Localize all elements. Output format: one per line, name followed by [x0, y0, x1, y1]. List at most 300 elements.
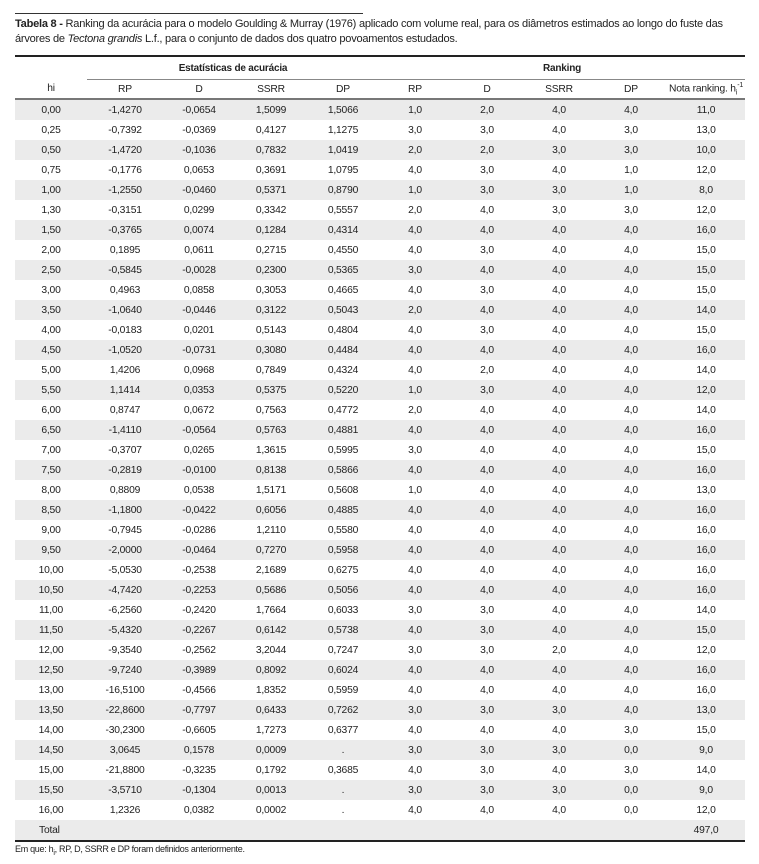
table-cell: -0,2253 — [163, 580, 235, 600]
table-row — [15, 260, 745, 280]
table-cell: 3,0 — [379, 440, 451, 460]
table-cell: 0,1895 — [87, 240, 163, 260]
table-cell: 4,0 — [595, 640, 667, 660]
table-cell: -0,0100 — [163, 460, 235, 480]
table-cell: 3,0 — [451, 120, 523, 140]
group-header-row — [15, 56, 745, 80]
table-cell: 4,0 — [523, 560, 595, 580]
table-cell: 1,7664 — [235, 600, 307, 620]
table-cell: 2,0 — [451, 99, 523, 120]
table-cell: 2,0 — [379, 400, 451, 420]
table-cell: 4,0 — [523, 680, 595, 700]
table-cell: 15,0 — [667, 240, 745, 260]
table-cell: 0,50 — [15, 140, 87, 160]
table-cell: 4,50 — [15, 340, 87, 360]
table-row — [15, 760, 745, 780]
table-cell: 4,0 — [523, 660, 595, 680]
table-cell: 0,7262 — [307, 700, 379, 720]
table-cell: 4,0 — [379, 720, 451, 740]
table-cell: 4,0 — [523, 460, 595, 480]
table-row — [15, 340, 745, 360]
table-cell: -1,2550 — [87, 180, 163, 200]
table-cell: 4,0 — [379, 360, 451, 380]
table-cell: 0,5220 — [307, 380, 379, 400]
table-cell: 8,00 — [15, 480, 87, 500]
table-row — [15, 160, 745, 180]
table-cell: 4,0 — [595, 260, 667, 280]
column-header-subscript: i — [735, 89, 738, 97]
table-cell: -6,2560 — [87, 600, 163, 620]
table-cell: 0,4665 — [307, 280, 379, 300]
table-cell: 1,00 — [15, 180, 87, 200]
table-cell: 4,0 — [379, 580, 451, 600]
table-cell: 3,0 — [379, 740, 451, 760]
group-header-ranking: Ranking — [379, 56, 745, 80]
table-cell: 1,5066 — [307, 99, 379, 120]
table-cell: 12,0 — [667, 640, 745, 660]
table-cell: 4,0 — [523, 99, 595, 120]
table-row — [15, 540, 745, 560]
group-header-statistics: Estatísticas de acurácia — [87, 56, 379, 80]
table-cell: 16,0 — [667, 460, 745, 480]
table-cell: -1,4270 — [87, 99, 163, 120]
table-cell: 0,5043 — [307, 300, 379, 320]
table-cell: 12,0 — [667, 380, 745, 400]
table-cell: 0,75 — [15, 160, 87, 180]
table-row — [15, 280, 745, 300]
table-cell: 0,6024 — [307, 660, 379, 680]
column-header-label: hi — [47, 83, 55, 95]
table-cell: 4,0 — [523, 260, 595, 280]
column-header-4 — [307, 80, 379, 100]
total-empty-cell — [163, 820, 235, 841]
table-cell: 15,00 — [15, 760, 87, 780]
table-row — [15, 520, 745, 540]
table-cell: 4,0 — [595, 380, 667, 400]
table-cell: -1,0640 — [87, 300, 163, 320]
table-cell: 0,0 — [595, 740, 667, 760]
table-caption — [15, 17, 723, 47]
table-cell: 2,00 — [15, 240, 87, 260]
table-cell: -0,2267 — [163, 620, 235, 640]
table-cell: 4,0 — [595, 660, 667, 680]
table-cell: 0,4772 — [307, 400, 379, 420]
table-cell: 4,0 — [523, 420, 595, 440]
table-cell: 1,0419 — [307, 140, 379, 160]
table-cell: 4,0 — [379, 540, 451, 560]
table-cell: 2,0 — [379, 300, 451, 320]
table-cell: 4,0 — [451, 520, 523, 540]
table-cell: -0,0286 — [163, 520, 235, 540]
column-header-2 — [163, 80, 235, 100]
table-cell: 3,0 — [379, 120, 451, 140]
table-cell: 0,4885 — [307, 500, 379, 520]
column-header-label: DP — [336, 83, 350, 95]
table-cell: 4,0 — [379, 500, 451, 520]
table-cell: 1,0 — [379, 480, 451, 500]
table-cell: 4,0 — [379, 240, 451, 260]
table-cell: 4,0 — [523, 160, 595, 180]
table-cell: -0,0369 — [163, 120, 235, 140]
table-cell: 14,0 — [667, 300, 745, 320]
table-cell: 0,1284 — [235, 220, 307, 240]
table-cell: 4,0 — [595, 460, 667, 480]
table-cell: 4,0 — [595, 480, 667, 500]
table-row — [15, 560, 745, 580]
table-row — [15, 500, 745, 520]
group-header-empty — [15, 56, 87, 80]
table-cell: 0,5958 — [307, 540, 379, 560]
table-cell: 4,0 — [595, 700, 667, 720]
column-header-5 — [379, 80, 451, 100]
table-cell: 12,0 — [667, 800, 745, 820]
table-cell: 13,50 — [15, 700, 87, 720]
table-cell: 4,0 — [523, 120, 595, 140]
table-cell: -0,7945 — [87, 520, 163, 540]
table-cell: 4,0 — [523, 540, 595, 560]
table-cell: 4,0 — [451, 220, 523, 240]
total-empty-cell — [379, 820, 451, 841]
table-cell: 16,0 — [667, 560, 745, 580]
table-cell: 3,0 — [523, 140, 595, 160]
table-cell: 9,00 — [15, 520, 87, 540]
table-cell: 9,0 — [667, 740, 745, 760]
table-row — [15, 720, 745, 740]
table-cell: -0,0460 — [163, 180, 235, 200]
table-cell: 3,0 — [379, 640, 451, 660]
table-cell: 0,6377 — [307, 720, 379, 740]
table-cell: 0,5608 — [307, 480, 379, 500]
table-cell: -2,0000 — [87, 540, 163, 560]
table-cell: 4,0 — [379, 560, 451, 580]
table-cell: 9,0 — [667, 780, 745, 800]
table-cell: 11,0 — [667, 99, 745, 120]
table-cell: 0,0002 — [235, 800, 307, 820]
table-row — [15, 680, 745, 700]
table-cell: 4,0 — [523, 800, 595, 820]
table-row — [15, 140, 745, 160]
column-header-label: D — [483, 83, 491, 95]
table-cell: 4,0 — [595, 340, 667, 360]
table-cell: -0,1304 — [163, 780, 235, 800]
table-cell: 3,0 — [595, 200, 667, 220]
table-cell: 0,8790 — [307, 180, 379, 200]
table-cell: 11,50 — [15, 620, 87, 640]
table-cell: 14,0 — [667, 400, 745, 420]
caption-label: Tabela 8 - — [15, 18, 63, 30]
column-header-label: RP — [118, 83, 132, 95]
table-cell: 0,5371 — [235, 180, 307, 200]
table-row — [15, 480, 745, 500]
footnote-prefix: Em que: h — [15, 844, 54, 854]
table-cell: 4,0 — [523, 400, 595, 420]
table-cell: 2,0 — [451, 140, 523, 160]
table-body — [15, 99, 745, 841]
table-cell: 0,0382 — [163, 800, 235, 820]
table-cell: 0,8747 — [87, 400, 163, 420]
table-cell: -0,0654 — [163, 99, 235, 120]
table-cell: -4,7420 — [87, 580, 163, 600]
table-cell: 4,0 — [451, 260, 523, 280]
table-cell: 4,0 — [379, 460, 451, 480]
table-cell: 4,0 — [523, 280, 595, 300]
table-cell: -0,0183 — [87, 320, 163, 340]
table-cell: 4,0 — [523, 600, 595, 620]
table-cell: 3,0 — [595, 140, 667, 160]
table-cell: 4,0 — [595, 440, 667, 460]
table-cell: 4,0 — [451, 500, 523, 520]
table-cell: 3,0 — [523, 700, 595, 720]
table-cell: 0,4324 — [307, 360, 379, 380]
table-cell: 4,0 — [595, 540, 667, 560]
table-cell: -1,0520 — [87, 340, 163, 360]
footnote — [15, 844, 245, 857]
column-header-9 — [667, 80, 745, 100]
table-cell: 3,0 — [523, 740, 595, 760]
table-cell: 1,5171 — [235, 480, 307, 500]
table-cell: 4,0 — [595, 320, 667, 340]
table-cell: 4,0 — [451, 460, 523, 480]
table-cell: -0,0446 — [163, 300, 235, 320]
table-cell: 3,0 — [595, 720, 667, 740]
table-cell: 4,0 — [379, 220, 451, 240]
table-cell: 4,0 — [451, 680, 523, 700]
table-cell: 16,0 — [667, 340, 745, 360]
table-cell: 4,0 — [451, 440, 523, 460]
table-row — [15, 660, 745, 680]
table-row — [15, 240, 745, 260]
table-cell: 3,0 — [451, 240, 523, 260]
table-cell: -0,2562 — [163, 640, 235, 660]
table-cell: 4,0 — [595, 580, 667, 600]
table-cell: 1,0 — [379, 99, 451, 120]
table-cell: 4,0 — [595, 300, 667, 320]
table-cell: 3,0 — [451, 700, 523, 720]
table-cell: . — [307, 780, 379, 800]
table-cell: 0,7247 — [307, 640, 379, 660]
table-cell: 7,50 — [15, 460, 87, 480]
table-cell: 0,5866 — [307, 460, 379, 480]
table-cell: 1,0795 — [307, 160, 379, 180]
table-cell: 1,4206 — [87, 360, 163, 380]
table-cell: 4,0 — [595, 600, 667, 620]
table-cell: 0,3122 — [235, 300, 307, 320]
table-cell: 4,0 — [595, 280, 667, 300]
table-cell: 15,0 — [667, 440, 745, 460]
table-cell: 0,4550 — [307, 240, 379, 260]
table-cell: 13,0 — [667, 480, 745, 500]
table-cell: -0,0464 — [163, 540, 235, 560]
table-cell: -0,3707 — [87, 440, 163, 460]
column-header-row — [15, 80, 745, 100]
table-cell: -9,7240 — [87, 660, 163, 680]
table-cell: 4,0 — [595, 99, 667, 120]
table-cell: 1,7273 — [235, 720, 307, 740]
table-cell: 1,5099 — [235, 99, 307, 120]
table-row — [15, 620, 745, 640]
table-cell: -16,5100 — [87, 680, 163, 700]
table-cell: 1,8352 — [235, 680, 307, 700]
table-cell: 14,0 — [667, 760, 745, 780]
table-cell: 0,0 — [595, 800, 667, 820]
table-cell: 3,0 — [451, 620, 523, 640]
table-cell: 0,0968 — [163, 360, 235, 380]
table-cell: 4,0 — [523, 520, 595, 540]
total-empty-cell — [87, 820, 163, 841]
table-cell: 4,0 — [379, 800, 451, 820]
table-cell: 0,8138 — [235, 460, 307, 480]
table-cell: 4,0 — [523, 340, 595, 360]
table-cell: 4,0 — [523, 220, 595, 240]
table-cell: 0,0299 — [163, 200, 235, 220]
caption-species: Tectona grandis — [67, 33, 143, 45]
table-cell: 8,50 — [15, 500, 87, 520]
table-cell: 1,30 — [15, 200, 87, 220]
table-cell: 4,0 — [523, 360, 595, 380]
table-cell: 4,0 — [523, 580, 595, 600]
table-cell: 0,3080 — [235, 340, 307, 360]
table-cell: 4,0 — [379, 280, 451, 300]
table-cell: 16,0 — [667, 500, 745, 520]
table-cell: 16,0 — [667, 420, 745, 440]
table-cell: 0,8809 — [87, 480, 163, 500]
table-cell: 4,0 — [451, 560, 523, 580]
table-cell: 0,00 — [15, 99, 87, 120]
table-cell: -22,8600 — [87, 700, 163, 720]
table-row — [15, 600, 745, 620]
table-cell: -0,3235 — [163, 760, 235, 780]
table-cell: 3,0 — [451, 320, 523, 340]
table-cell: 1,0 — [595, 180, 667, 200]
table-cell: 3,0 — [523, 180, 595, 200]
table-cell: 16,0 — [667, 660, 745, 680]
table-cell: 0,3691 — [235, 160, 307, 180]
table-cell: 1,1414 — [87, 380, 163, 400]
table-cell: 5,50 — [15, 380, 87, 400]
table-cell: 1,50 — [15, 220, 87, 240]
table-cell: -5,0530 — [87, 560, 163, 580]
table-cell: 4,0 — [523, 500, 595, 520]
table-cell: 4,0 — [523, 300, 595, 320]
table-cell: 4,0 — [523, 440, 595, 460]
table-row — [15, 440, 745, 460]
top-rule — [15, 13, 363, 14]
total-empty-cell — [307, 820, 379, 841]
column-header-3 — [235, 80, 307, 100]
table-row — [15, 740, 745, 760]
total-empty-cell — [451, 820, 523, 841]
total-empty-cell — [595, 820, 667, 841]
column-header-0 — [15, 80, 87, 100]
table-cell: 0,2300 — [235, 260, 307, 280]
table-cell: -0,1036 — [163, 140, 235, 160]
table-cell: 1,1275 — [307, 120, 379, 140]
table-cell: 4,0 — [451, 720, 523, 740]
table-cell: 0,0 — [595, 780, 667, 800]
table-cell: 0,6433 — [235, 700, 307, 720]
table-cell: 0,1792 — [235, 760, 307, 780]
table-cell: 3,0 — [379, 600, 451, 620]
table-cell: 4,0 — [523, 380, 595, 400]
table-cell: 0,6275 — [307, 560, 379, 580]
table-cell: 4,0 — [595, 220, 667, 240]
table-cell: 0,5763 — [235, 420, 307, 440]
table-cell: 0,0353 — [163, 380, 235, 400]
column-header-label: D — [195, 83, 203, 95]
table-cell: 4,0 — [451, 800, 523, 820]
column-header-label: Nota ranking. h — [668, 83, 736, 95]
table-cell: 2,1689 — [235, 560, 307, 580]
column-header-8 — [595, 80, 667, 100]
table-cell: -0,0028 — [163, 260, 235, 280]
table-cell: 1,0 — [595, 160, 667, 180]
table-cell: 15,50 — [15, 780, 87, 800]
table-cell: 3,0 — [451, 780, 523, 800]
table-cell: 14,0 — [667, 600, 745, 620]
table-cell: 3,0 — [451, 600, 523, 620]
table-cell: 0,0201 — [163, 320, 235, 340]
table-cell: -0,0564 — [163, 420, 235, 440]
table-cell: 4,0 — [595, 680, 667, 700]
table-cell: -0,3765 — [87, 220, 163, 240]
table-cell: 3,0 — [523, 780, 595, 800]
table-cell: 0,0858 — [163, 280, 235, 300]
table-cell: 0,7563 — [235, 400, 307, 420]
table-cell: 3,0 — [379, 260, 451, 280]
table-cell: 4,0 — [451, 420, 523, 440]
table-cell: 4,0 — [451, 540, 523, 560]
table-row — [15, 400, 745, 420]
table-cell: 4,0 — [379, 520, 451, 540]
caption-text-2: L.f., para o conjunto de dados dos quatro povoamentos estudados. — [142, 33, 458, 45]
table-cell: 4,0 — [451, 300, 523, 320]
table-row — [15, 180, 745, 200]
table-cell: 0,5056 — [307, 580, 379, 600]
table-cell: 4,0 — [595, 420, 667, 440]
table-cell: . — [307, 740, 379, 760]
table-row — [15, 220, 745, 240]
table-cell: 4,0 — [523, 320, 595, 340]
table-cell: 16,00 — [15, 800, 87, 820]
table-cell: 13,0 — [667, 120, 745, 140]
table-cell: 4,0 — [595, 400, 667, 420]
table-cell: 15,0 — [667, 260, 745, 280]
table-cell: 12,0 — [667, 200, 745, 220]
table-cell: 11,00 — [15, 600, 87, 620]
table-cell: 1,2110 — [235, 520, 307, 540]
table-cell: 4,0 — [595, 240, 667, 260]
table-cell: 4,0 — [523, 620, 595, 640]
table-cell: 0,0672 — [163, 400, 235, 420]
table-row — [15, 380, 745, 400]
table-cell: 4,0 — [379, 680, 451, 700]
ranking-table — [15, 55, 745, 842]
table-cell: 0,0611 — [163, 240, 235, 260]
table-cell: 0,6033 — [307, 600, 379, 620]
table-cell: 4,0 — [523, 760, 595, 780]
table-cell: 1,2326 — [87, 800, 163, 820]
footnote-suffix: , RP, D, SSRR e DP foram definidos anteriormente. — [54, 844, 245, 854]
table-row — [15, 320, 745, 340]
table-cell: 13,00 — [15, 680, 87, 700]
table-cell: 4,0 — [523, 720, 595, 740]
table-cell: 12,00 — [15, 640, 87, 660]
table-cell: 2,50 — [15, 260, 87, 280]
table-cell: -9,3540 — [87, 640, 163, 660]
table-cell: 0,5738 — [307, 620, 379, 640]
table-cell: 0,5686 — [235, 580, 307, 600]
table-cell: 4,0 — [595, 520, 667, 540]
